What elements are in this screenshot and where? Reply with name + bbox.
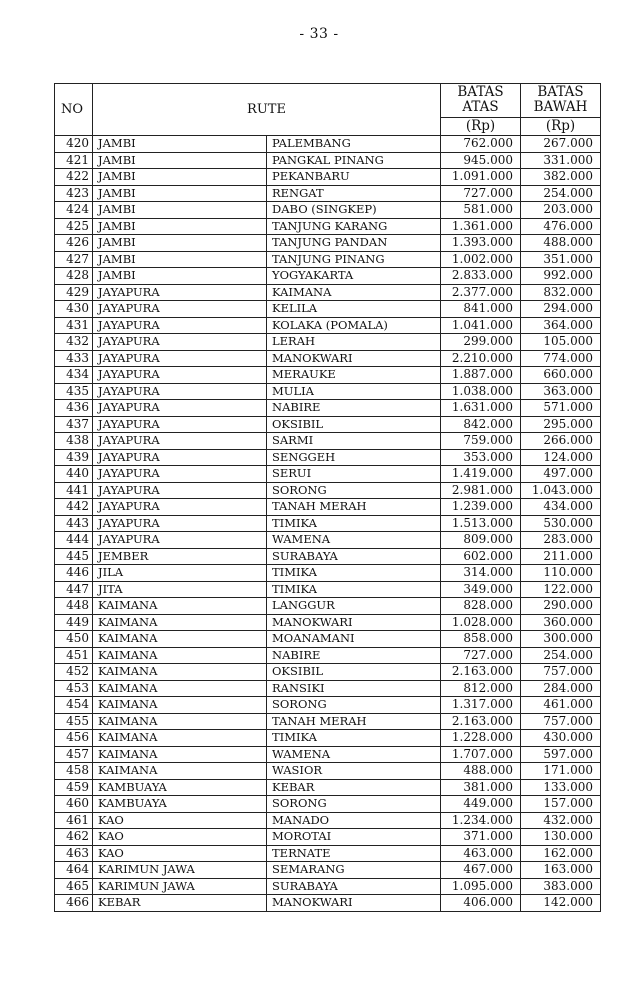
- route-origin: KAMBUAYA: [93, 796, 267, 813]
- row-number: 432: [55, 334, 93, 351]
- upper-limit: 2.210.000: [441, 350, 521, 367]
- lower-limit: 360.000: [521, 614, 601, 631]
- table-row: [55, 367, 601, 384]
- row-number: 461: [55, 812, 93, 829]
- route-origin: JAYAPURA: [93, 532, 267, 549]
- route-destination: YOGYAKARTA: [267, 268, 441, 285]
- lower-limit: 461.000: [521, 697, 601, 714]
- lower-limit: 283.000: [521, 532, 601, 549]
- lower-limit: 254.000: [521, 647, 601, 664]
- route-destination: SURABAYA: [267, 548, 441, 565]
- route-origin: JAYAPURA: [93, 350, 267, 367]
- upper-limit: 1.041.000: [441, 317, 521, 334]
- upper-limit: 1.091.000: [441, 169, 521, 186]
- route-origin: KAIMANA: [93, 730, 267, 747]
- table-row: [55, 796, 601, 813]
- route-origin: JAYAPURA: [93, 317, 267, 334]
- lower-limit: 476.000: [521, 218, 601, 235]
- lower-limit: 571.000: [521, 400, 601, 417]
- table-row: [55, 779, 601, 796]
- route-origin: JAYAPURA: [93, 284, 267, 301]
- route-destination: KAIMANA: [267, 284, 441, 301]
- route-origin: KAO: [93, 812, 267, 829]
- row-number: 440: [55, 466, 93, 483]
- table-row: [55, 202, 601, 219]
- route-origin: KAIMANA: [93, 647, 267, 664]
- route-destination: SENGGEH: [267, 449, 441, 466]
- table-row: [55, 532, 601, 549]
- page-number: - 33 -: [299, 26, 339, 42]
- upper-limit: 2.981.000: [441, 482, 521, 499]
- upper-limit: 2.833.000: [441, 268, 521, 285]
- row-number: 445: [55, 548, 93, 565]
- row-number: 422: [55, 169, 93, 186]
- route-destination: SORONG: [267, 796, 441, 813]
- row-number: 425: [55, 218, 93, 235]
- route-destination: KOLAKA (POMALA): [267, 317, 441, 334]
- upper-limit: 2.163.000: [441, 713, 521, 730]
- route-destination: TIMIKA: [267, 730, 441, 747]
- route-destination: MOANAMANI: [267, 631, 441, 648]
- route-origin: KAIMANA: [93, 713, 267, 730]
- lower-limit: 284.000: [521, 680, 601, 697]
- route-destination: NABIRE: [267, 400, 441, 417]
- table-row: [55, 185, 601, 202]
- table-row: [55, 218, 601, 235]
- row-number: 455: [55, 713, 93, 730]
- lower-limit: 364.000: [521, 317, 601, 334]
- route-origin: KAO: [93, 829, 267, 846]
- route-destination: TIMIKA: [267, 515, 441, 532]
- lower-limit: 133.000: [521, 779, 601, 796]
- upper-limit: 1.028.000: [441, 614, 521, 631]
- route-origin: KAIMANA: [93, 746, 267, 763]
- table-row: [55, 284, 601, 301]
- table-row: [55, 713, 601, 730]
- row-number: 435: [55, 383, 93, 400]
- route-origin: JAYAPURA: [93, 466, 267, 483]
- lower-limit: 382.000: [521, 169, 601, 186]
- upper-limit: 602.000: [441, 548, 521, 565]
- lower-limit: 351.000: [521, 251, 601, 268]
- table-row: [55, 680, 601, 697]
- row-number: 439: [55, 449, 93, 466]
- route-destination: MERAUKE: [267, 367, 441, 384]
- upper-limit: 1.707.000: [441, 746, 521, 763]
- lower-limit: 294.000: [521, 301, 601, 318]
- route-destination: TIMIKA: [267, 565, 441, 582]
- route-origin: JAMBI: [93, 251, 267, 268]
- row-number: 449: [55, 614, 93, 631]
- row-number: 452: [55, 664, 93, 681]
- row-number: 463: [55, 845, 93, 862]
- upper-limit: 1.228.000: [441, 730, 521, 747]
- table-row: [55, 482, 601, 499]
- header-batas-bawah: BATAS BAWAH: [521, 84, 601, 118]
- route-origin: JAYAPURA: [93, 482, 267, 499]
- route-origin: KAIMANA: [93, 697, 267, 714]
- row-number: 431: [55, 317, 93, 334]
- row-number: 433: [55, 350, 93, 367]
- row-number: 436: [55, 400, 93, 417]
- route-destination: KELILA: [267, 301, 441, 318]
- row-number: 434: [55, 367, 93, 384]
- lower-limit: 266.000: [521, 433, 601, 450]
- route-destination: TANAH MERAH: [267, 499, 441, 516]
- table-row: [55, 515, 601, 532]
- lower-limit: 488.000: [521, 235, 601, 252]
- route-destination: TANJUNG PINANG: [267, 251, 441, 268]
- lower-limit: 105.000: [521, 334, 601, 351]
- lower-limit: 130.000: [521, 829, 601, 846]
- table-row: [55, 664, 601, 681]
- upper-limit: 463.000: [441, 845, 521, 862]
- table-row: [55, 235, 601, 252]
- upper-limit: 841.000: [441, 301, 521, 318]
- table-row: [55, 565, 601, 582]
- route-destination: TIMIKA: [267, 581, 441, 598]
- route-origin: JAMBI: [93, 152, 267, 169]
- route-destination: OKSIBIL: [267, 664, 441, 681]
- upper-limit: 759.000: [441, 433, 521, 450]
- route-destination: SORONG: [267, 697, 441, 714]
- upper-limit: 381.000: [441, 779, 521, 796]
- table-body: [55, 136, 601, 912]
- row-number: 443: [55, 515, 93, 532]
- table-row: [55, 301, 601, 318]
- route-destination: LERAH: [267, 334, 441, 351]
- row-number: 437: [55, 416, 93, 433]
- upper-limit: 581.000: [441, 202, 521, 219]
- route-destination: PEKANBARU: [267, 169, 441, 186]
- table-row: [55, 614, 601, 631]
- table-row: [55, 730, 601, 747]
- row-number: 442: [55, 499, 93, 516]
- row-number: 446: [55, 565, 93, 582]
- row-number: 429: [55, 284, 93, 301]
- row-number: 458: [55, 763, 93, 780]
- table-row: [55, 466, 601, 483]
- table-row: [55, 697, 601, 714]
- upper-limit: 371.000: [441, 829, 521, 846]
- header-rute: RUTE: [93, 84, 441, 136]
- route-destination: RENGAT: [267, 185, 441, 202]
- route-origin: JAYAPURA: [93, 383, 267, 400]
- upper-limit: 406.000: [441, 895, 521, 912]
- table-row: [55, 383, 601, 400]
- route-destination: MANOKWARI: [267, 350, 441, 367]
- table-row: [55, 499, 601, 516]
- lower-limit: 363.000: [521, 383, 601, 400]
- route-origin: KAIMANA: [93, 598, 267, 615]
- upper-limit: 1.393.000: [441, 235, 521, 252]
- table-row: [55, 449, 601, 466]
- route-origin: JAMBI: [93, 185, 267, 202]
- lower-limit: 432.000: [521, 812, 601, 829]
- lower-limit: 122.000: [521, 581, 601, 598]
- lower-limit: 290.000: [521, 598, 601, 615]
- upper-limit: 449.000: [441, 796, 521, 813]
- upper-limit: 945.000: [441, 152, 521, 169]
- row-number: 459: [55, 779, 93, 796]
- row-number: 447: [55, 581, 93, 598]
- upper-limit: 1.095.000: [441, 878, 521, 895]
- header-rp-bawah: (Rp): [521, 117, 601, 135]
- table-row: [55, 334, 601, 351]
- table-row: [55, 169, 601, 186]
- route-origin: JITA: [93, 581, 267, 598]
- upper-limit: 762.000: [441, 136, 521, 153]
- route-destination: TANJUNG KARANG: [267, 218, 441, 235]
- route-origin: JEMBER: [93, 548, 267, 565]
- row-number: 464: [55, 862, 93, 879]
- lower-limit: 992.000: [521, 268, 601, 285]
- upper-limit: 2.377.000: [441, 284, 521, 301]
- row-number: 457: [55, 746, 93, 763]
- table-row: [55, 251, 601, 268]
- upper-limit: 1.234.000: [441, 812, 521, 829]
- table-row: [55, 548, 601, 565]
- lower-limit: 163.000: [521, 862, 601, 879]
- route-destination: WAMENA: [267, 532, 441, 549]
- row-number: 428: [55, 268, 93, 285]
- route-origin: JAYAPURA: [93, 449, 267, 466]
- route-destination: WAMENA: [267, 746, 441, 763]
- header-batas-atas: BATAS ATAS: [441, 84, 521, 118]
- upper-limit: 727.000: [441, 647, 521, 664]
- lower-limit: 660.000: [521, 367, 601, 384]
- route-destination: MANOKWARI: [267, 895, 441, 912]
- upper-limit: 812.000: [441, 680, 521, 697]
- route-destination: TERNATE: [267, 845, 441, 862]
- fare-limit-table: [54, 83, 601, 912]
- table-row: [55, 862, 601, 879]
- upper-limit: 2.163.000: [441, 664, 521, 681]
- table-row: [55, 845, 601, 862]
- route-destination: MULIA: [267, 383, 441, 400]
- route-destination: MANADO: [267, 812, 441, 829]
- row-number: 465: [55, 878, 93, 895]
- route-destination: SERUI: [267, 466, 441, 483]
- lower-limit: 530.000: [521, 515, 601, 532]
- row-number: 424: [55, 202, 93, 219]
- table-row: [55, 878, 601, 895]
- route-origin: KEBAR: [93, 895, 267, 912]
- row-number: 426: [55, 235, 93, 252]
- lower-limit: 430.000: [521, 730, 601, 747]
- upper-limit: 1.513.000: [441, 515, 521, 532]
- route-origin: KAO: [93, 845, 267, 862]
- lower-limit: 142.000: [521, 895, 601, 912]
- upper-limit: 1.317.000: [441, 697, 521, 714]
- route-origin: JAYAPURA: [93, 367, 267, 384]
- route-origin: KAMBUAYA: [93, 779, 267, 796]
- table-row: [55, 152, 601, 169]
- table-row: [55, 746, 601, 763]
- upper-limit: 299.000: [441, 334, 521, 351]
- header-rp-atas: (Rp): [441, 117, 521, 135]
- lower-limit: 162.000: [521, 845, 601, 862]
- table-row: [55, 895, 601, 912]
- table-row: [55, 829, 601, 846]
- route-origin: JAYAPURA: [93, 433, 267, 450]
- lower-limit: 267.000: [521, 136, 601, 153]
- route-destination: SARMI: [267, 433, 441, 450]
- lower-limit: 757.000: [521, 713, 601, 730]
- upper-limit: 488.000: [441, 763, 521, 780]
- upper-limit: 1.038.000: [441, 383, 521, 400]
- route-origin: JAMBI: [93, 202, 267, 219]
- route-origin: JAMBI: [93, 136, 267, 153]
- route-destination: SEMARANG: [267, 862, 441, 879]
- route-origin: JAYAPURA: [93, 334, 267, 351]
- upper-limit: 1.419.000: [441, 466, 521, 483]
- route-destination: PALEMBANG: [267, 136, 441, 153]
- lower-limit: 832.000: [521, 284, 601, 301]
- row-number: 453: [55, 680, 93, 697]
- lower-limit: 157.000: [521, 796, 601, 813]
- upper-limit: 1.239.000: [441, 499, 521, 516]
- route-destination: RANSIKI: [267, 680, 441, 697]
- route-destination: OKSIBIL: [267, 416, 441, 433]
- table-row: [55, 350, 601, 367]
- route-origin: KARIMUN JAWA: [93, 862, 267, 879]
- route-origin: KAIMANA: [93, 664, 267, 681]
- row-number: 427: [55, 251, 93, 268]
- route-destination: WASIOR: [267, 763, 441, 780]
- route-origin: JAMBI: [93, 268, 267, 285]
- upper-limit: 828.000: [441, 598, 521, 615]
- table-row: [55, 433, 601, 450]
- row-number: 448: [55, 598, 93, 615]
- table-header: [55, 84, 601, 136]
- table-row: [55, 400, 601, 417]
- route-destination: MANOKWARI: [267, 614, 441, 631]
- route-origin: JAYAPURA: [93, 416, 267, 433]
- row-number: 450: [55, 631, 93, 648]
- row-number: 456: [55, 730, 93, 747]
- lower-limit: 331.000: [521, 152, 601, 169]
- row-number: 444: [55, 532, 93, 549]
- upper-limit: 1.631.000: [441, 400, 521, 417]
- row-number: 430: [55, 301, 93, 318]
- route-origin: JAMBI: [93, 169, 267, 186]
- upper-limit: 858.000: [441, 631, 521, 648]
- route-destination: TANJUNG PANDAN: [267, 235, 441, 252]
- lower-limit: 497.000: [521, 466, 601, 483]
- route-origin: JAYAPURA: [93, 400, 267, 417]
- route-destination: SORONG: [267, 482, 441, 499]
- route-origin: JILA: [93, 565, 267, 582]
- table-row: [55, 136, 601, 153]
- route-destination: TANAH MERAH: [267, 713, 441, 730]
- route-destination: PANGKAL PINANG: [267, 152, 441, 169]
- route-origin: JAMBI: [93, 235, 267, 252]
- lower-limit: 597.000: [521, 746, 601, 763]
- lower-limit: 211.000: [521, 548, 601, 565]
- upper-limit: 314.000: [441, 565, 521, 582]
- route-origin: KARIMUN JAWA: [93, 878, 267, 895]
- table-row: [55, 812, 601, 829]
- row-number: 466: [55, 895, 93, 912]
- upper-limit: 349.000: [441, 581, 521, 598]
- lower-limit: 300.000: [521, 631, 601, 648]
- route-origin: JAYAPURA: [93, 301, 267, 318]
- route-destination: DABO (SINGKEP): [267, 202, 441, 219]
- route-destination: SURABAYA: [267, 878, 441, 895]
- table-row: [55, 581, 601, 598]
- lower-limit: 254.000: [521, 185, 601, 202]
- route-destination: NABIRE: [267, 647, 441, 664]
- route-destination: KEBAR: [267, 779, 441, 796]
- table-row: [55, 598, 601, 615]
- table-row: [55, 268, 601, 285]
- upper-limit: 1.361.000: [441, 218, 521, 235]
- route-destination: MOROTAI: [267, 829, 441, 846]
- row-number: 441: [55, 482, 93, 499]
- table-row: [55, 763, 601, 780]
- row-number: 462: [55, 829, 93, 846]
- header-no: NO: [55, 84, 93, 136]
- lower-limit: 171.000: [521, 763, 601, 780]
- row-number: 423: [55, 185, 93, 202]
- lower-limit: 757.000: [521, 664, 601, 681]
- lower-limit: 434.000: [521, 499, 601, 516]
- upper-limit: 809.000: [441, 532, 521, 549]
- upper-limit: 353.000: [441, 449, 521, 466]
- route-origin: JAYAPURA: [93, 499, 267, 516]
- table-row: [55, 317, 601, 334]
- upper-limit: 467.000: [441, 862, 521, 879]
- lower-limit: 1.043.000: [521, 482, 601, 499]
- row-number: 454: [55, 697, 93, 714]
- lower-limit: 203.000: [521, 202, 601, 219]
- row-number: 420: [55, 136, 93, 153]
- row-number: 451: [55, 647, 93, 664]
- route-origin: JAMBI: [93, 218, 267, 235]
- lower-limit: 295.000: [521, 416, 601, 433]
- row-number: 421: [55, 152, 93, 169]
- upper-limit: 1.887.000: [441, 367, 521, 384]
- upper-limit: 1.002.000: [441, 251, 521, 268]
- route-destination: LANGGUR: [267, 598, 441, 615]
- table-row: [55, 416, 601, 433]
- lower-limit: 774.000: [521, 350, 601, 367]
- route-origin: KAIMANA: [93, 680, 267, 697]
- route-origin: KAIMANA: [93, 631, 267, 648]
- row-number: 460: [55, 796, 93, 813]
- table-row: [55, 647, 601, 664]
- lower-limit: 383.000: [521, 878, 601, 895]
- lower-limit: 110.000: [521, 565, 601, 582]
- route-origin: JAYAPURA: [93, 515, 267, 532]
- upper-limit: 842.000: [441, 416, 521, 433]
- upper-limit: 727.000: [441, 185, 521, 202]
- lower-limit: 124.000: [521, 449, 601, 466]
- route-origin: KAIMANA: [93, 614, 267, 631]
- table-row: [55, 631, 601, 648]
- route-origin: KAIMANA: [93, 763, 267, 780]
- row-number: 438: [55, 433, 93, 450]
